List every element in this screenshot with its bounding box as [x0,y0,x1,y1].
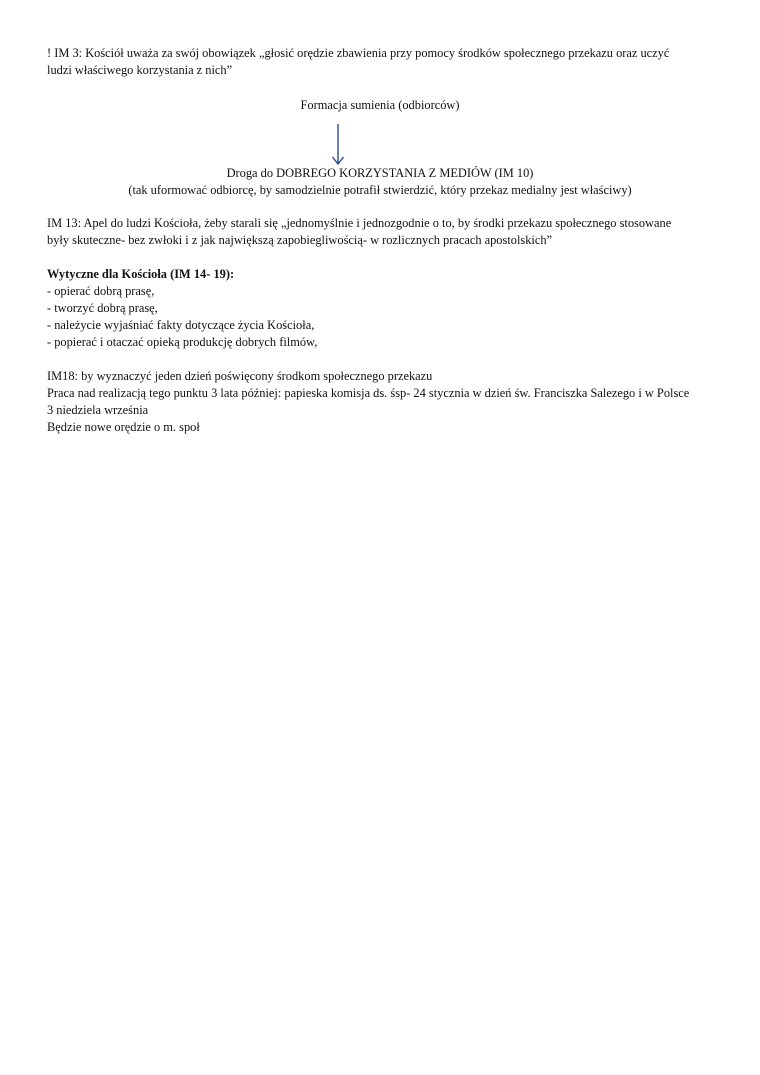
im13-line-1: IM 13: Apel do ludzi Kościoła, żeby starali się „jednomyślnie i jednozgodnie o to, by środki przekazu społecznego stosowane [47,216,672,230]
diagram-bottom-subtitle: (tak uformować odbiorcę, by samodzielnie potrafił stwierdzić, który przekaz medialny jest właściwy) [128,183,632,197]
diagram-top-label: Formacja sumienia (odbiorców) [300,98,460,112]
guideline-item: - popierać i otaczać opieką produkcję dobrych filmów, [47,335,318,349]
guideline-item: - tworzyć dobrą prasę, [47,301,158,315]
im18-line-1: IM18: by wyznaczyć jeden dzień poświęcony środkom społecznego przekazu [47,369,433,383]
guidelines-heading: Wytyczne dla Kościoła (IM 14- 19): [47,267,235,281]
guideline-item: - należycie wyjaśniać fakty dotyczące życia Kościoła, [47,318,315,332]
guidelines-section [47,266,717,351]
im13-line-2: były skuteczne- bez zwłoki i z jak największą zapobiegliwością- w rozlicznych pracach apostolskich” [47,233,553,247]
intro-line-2: ludzi właściwego korzystania z nich” [47,63,233,77]
im18-line-3: 3 niedziela września [47,403,149,417]
im18-line-2: Praca nad realizacją tego punktu 3 lata później: papieska komisja ds. śsp- 24 stycznia w dzień św. Franciszka Salezego i w Polsce [47,386,690,400]
intro-paragraph [47,45,717,79]
intro-line-1: ! IM 3: Kościół uważa za swój obowiązek „głosić orędzie zbawienia przy pomocy środków społecznego przekazu oraz uczyć [47,46,670,60]
im13-paragraph [47,215,717,249]
down-arrow-icon [331,124,345,166]
im18-paragraph [47,368,717,436]
im18-line-4: Będzie nowe orędzie o m. społ [47,420,200,434]
diagram-bottom-label: Droga do DOBREGO KORZYSTANIA Z MEDIÓW (IM 10) [226,166,534,180]
guideline-item: - opierać dobrą prasę, [47,284,155,298]
